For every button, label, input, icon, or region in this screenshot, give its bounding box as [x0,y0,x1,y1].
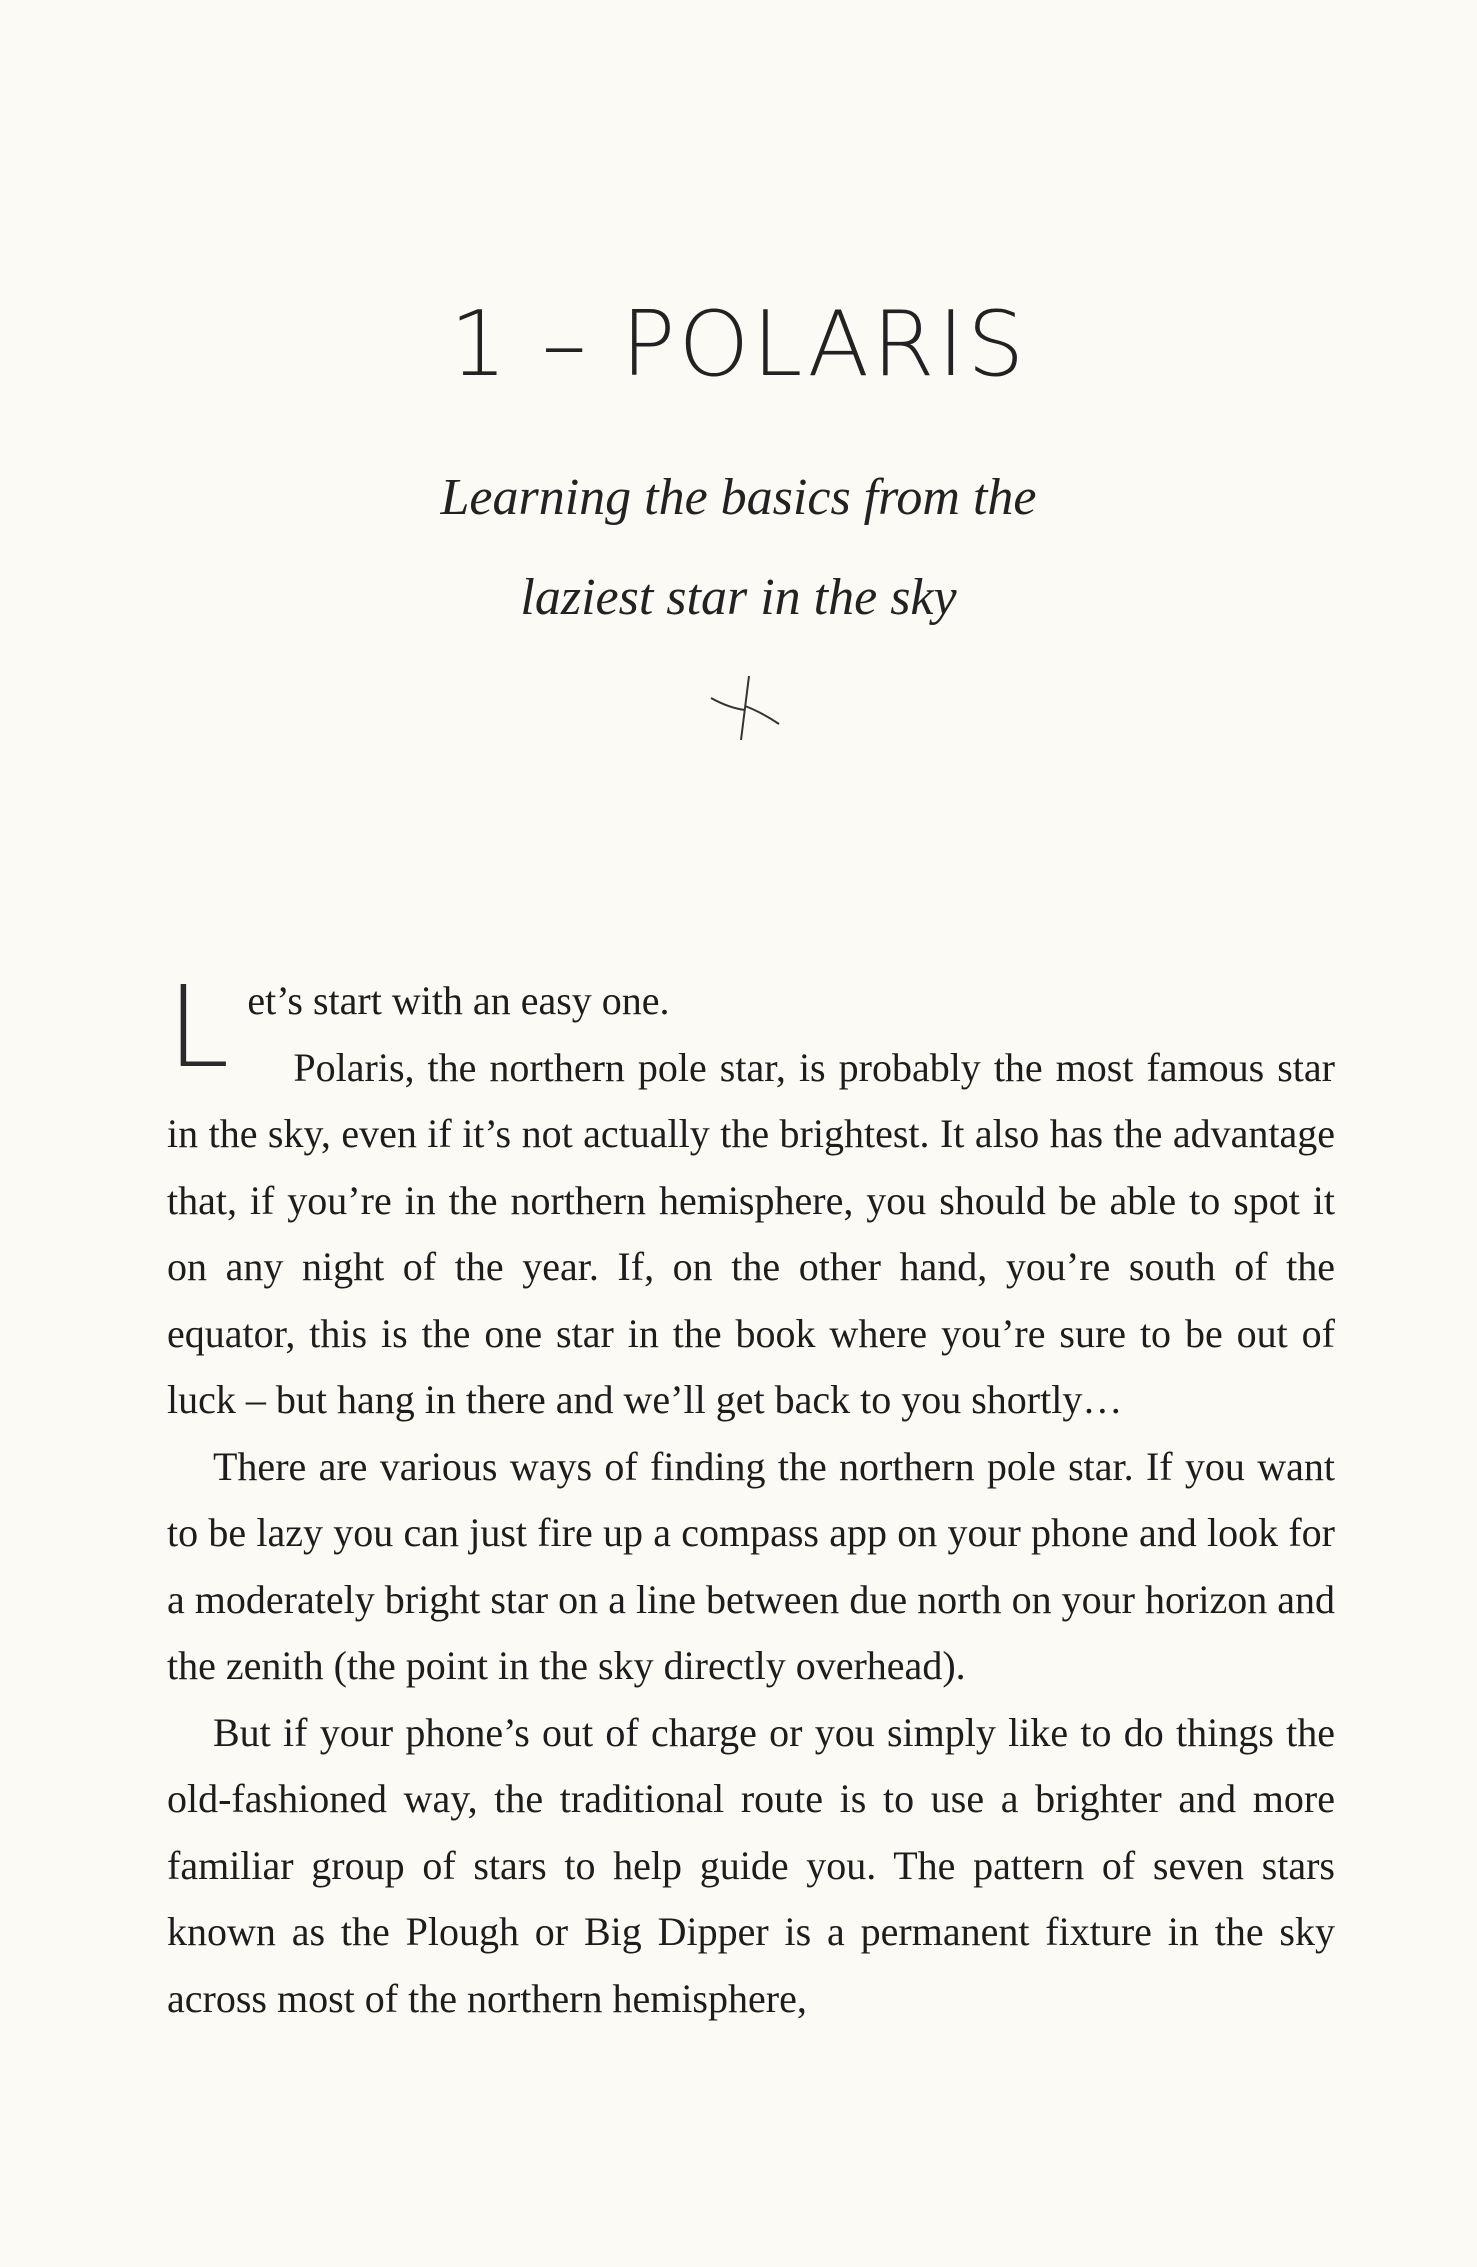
drop-cap: L [167,963,230,1093]
chapter-title: 1 – POLARIS [449,292,1028,397]
paragraph-1 [167,963,1335,1093]
paragraph-4: But if your phone’s out of charge or you simply like to do things the old-fashioned way, the traditional route is to use a brighter and more familiar group of stars to help guide you. The pattern of seven stars known as the Plough or Big Dipper is a permanent fixture in the sky across most of the northern hemisphere, [167,1709,1335,2021]
subtitle-line-1: Learning the basics from the [440,469,1037,526]
paragraph-2: Polaris, the northern pole star, is probably the most famous star in the sky, even if it’s not actually the brightest. It also has the advantage that, if you’re in the northern hemisphere, you should be able to spot it on any night of the year. If, on the other hand, you’re south of the equator, this is the one star in the book where you’re sure to be out of luck – but hang in there and we’ll get back to you shortly… [167,1044,1335,1422]
subtitle-line-2: laziest star in the sky [520,569,957,626]
chapter-subtitle [0,448,1477,648]
paragraph-3: There are various ways of finding the northern pole star. If you want to be lazy you can just fire up a compass app on your phone and look for a moderately bright star on a line between due north on your horizon and the zenith (the point in the sky directly overhead). [167,1443,1335,1688]
four-point-star-icon [705,668,785,748]
paragraph-1-text: et’s start with an easy one. [247,978,670,1023]
body-text [167,963,1335,2032]
